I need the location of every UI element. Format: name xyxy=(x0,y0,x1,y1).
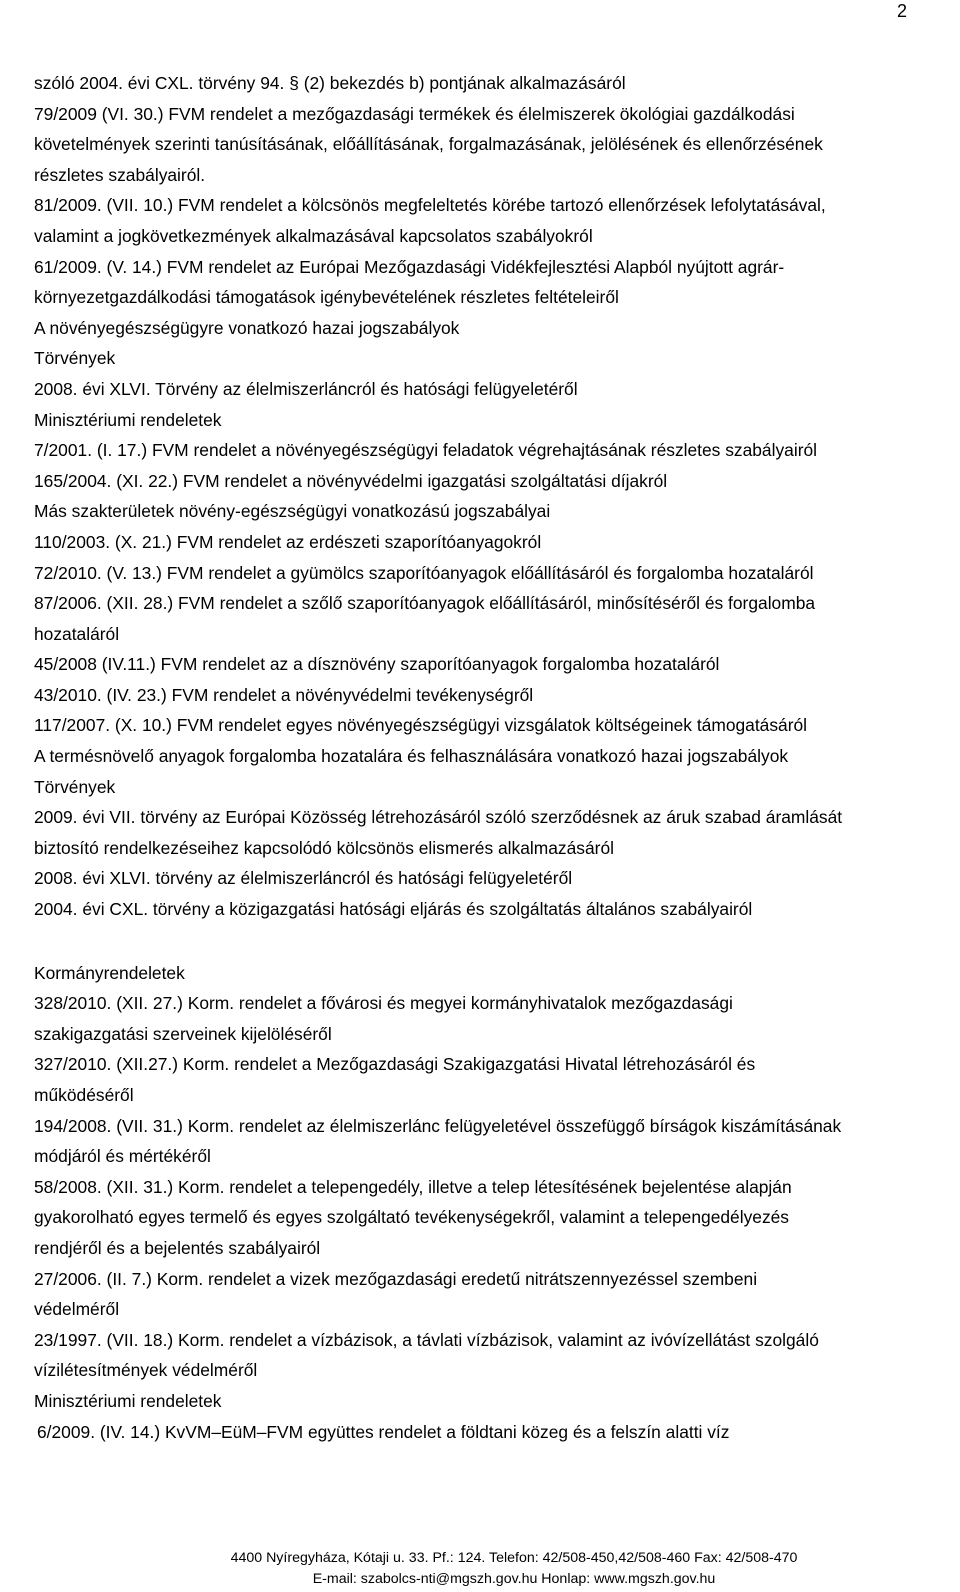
text-line: Törvények xyxy=(34,776,116,797)
text-line: 23/1997. (VII. 18.) Korm. rendelet a vízbázisok, a távlati vízbázisok, valamint az ivóvízellátást szolgáló xyxy=(34,1329,819,1350)
text-line: Kormányrendeletek xyxy=(34,962,185,983)
text-line: 43/2010. (IV. 23.) FVM rendelet a növényvédelmi tevékenységről xyxy=(34,684,534,705)
text-line: Minisztériumi rendeletek xyxy=(34,1390,222,1411)
text-line: 117/2007. (X. 10.) FVM rendelet egyes növényegészségügyi vizsgálatok költségeinek támogatásáról xyxy=(34,715,808,736)
text-line: védelméről xyxy=(34,1299,120,1320)
page-footer xyxy=(0,1548,960,1590)
footer-contact: E-mail: szabolcs-nti@mgszh.gov.hu Honlap: www.mgszh.gov.hu xyxy=(312,1571,716,1587)
text-line: 72/2010. (V. 13.) FVM rendelet a gyümölcs szaporítóanyagok előállításáról és forgalomba hozataláról xyxy=(34,562,814,583)
page-number: 2 xyxy=(897,1,908,21)
text-line: 6/2009. (IV. 14.) KvVM–EüM–FVM együttes rendelet a földtani közeg és a felszín alatti víz xyxy=(37,1421,730,1442)
text-line: részletes szabályairól. xyxy=(34,164,206,185)
text-line: 7/2001. (I. 17.) FVM rendelet a növényegészségügyi feladatok végrehajtásának részletes szabályairól xyxy=(34,440,818,461)
legislation-list xyxy=(34,68,952,925)
text-line: 45/2008 (IV.11.) FVM rendelet az a dísznövény szaporítóanyagok forgalomba hozataláról xyxy=(34,654,720,675)
text-line: szóló 2004. évi CXL. törvény 94. § (2) bekezdés b) pontjának alkalmazásáról xyxy=(34,73,626,93)
text-line: biztosító rendelkezéseihez kapcsolódó kölcsönös elismerés alkalmazásáról xyxy=(34,837,614,858)
text-line: 81/2009. (VII. 10.) FVM rendelet a kölcsönös megfeleltetés körébe tartozó ellenőrzések lefolytatásával, xyxy=(34,195,826,216)
document-body xyxy=(34,68,952,1447)
text-line: rendjéről és a bejelentés szabályairól xyxy=(34,1237,321,1258)
text-line: 79/2009 (VI. 30.) FVM rendelet a mezőgazdasági termékek és élelmiszerek ökológiai gazdálkodási xyxy=(34,103,795,124)
text-line: szakigazgatási szerveinek kijelöléséről xyxy=(34,1023,332,1044)
text-line: működéséről xyxy=(34,1085,134,1105)
text-line: 165/2004. (XI. 22.) FVM rendelet a növényvédelmi igazgatási szolgáltatási díjakról xyxy=(34,470,668,491)
text-line: vízilétesítmények védelméről xyxy=(34,1360,258,1381)
text-line: 2008. évi XLVI. Törvény az élelmiszerláncról és hatósági felügyeletéről xyxy=(34,378,578,399)
text-line: 110/2003. (X. 21.) FVM rendelet az erdészeti szaporítóanyagokról xyxy=(34,531,542,552)
text-line: Minisztériumi rendeletek xyxy=(34,409,222,430)
section-spacer xyxy=(34,925,952,958)
text-line: módjáról és mértékéről xyxy=(34,1146,211,1167)
text-line: A növényegészségügyre vonatkozó hazai jogszabályok xyxy=(34,317,460,338)
text-line: 328/2010. (XII. 27.) Korm. rendelet a fővárosi és megyei kormányhivatalok mezőgazdasági xyxy=(34,993,733,1014)
footer-address: 4400 Nyíregyháza, Kótaji u. 33. Pf.: 124. Telefon: 42/508-450,42/508-460 Fax: 42/508-470 xyxy=(230,1550,798,1566)
text-line: 87/2006. (XII. 28.) FVM rendelet a szőlő szaporítóanyagok előállításáról, minősítéséről és forgalomba xyxy=(34,593,816,614)
text-line: Törvények xyxy=(34,348,116,369)
text-line: 327/2010. (XII.27.) Korm. rendelet a Mezőgazdasági Szakigazgatási Hivatal létrehozásáról és xyxy=(34,1054,756,1075)
text-line: hozataláról xyxy=(34,623,120,644)
text-line: 2009. évi VII. törvény az Európai Közösség létrehozásáról szóló szerződésnek az áruk szabad áramlását xyxy=(34,807,843,828)
text-line: 58/2008. (XII. 31.) Korm. rendelet a telepengedély, illetve a telep létesítésének bejelentése alapján xyxy=(34,1176,792,1197)
text-line: A termésnövelő anyagok forgalomba hozatalára és felhasználására vonatkozó hazai jogszabályok xyxy=(34,746,789,767)
government-decrees-list xyxy=(34,958,952,1448)
text-line: Más szakterületek növény-egészségügyi vonatkozású jogszabályai xyxy=(34,501,551,522)
text-line: 2004. évi CXL. törvény a közigazgatási hatósági eljárás és szolgáltatás általános szabályairól xyxy=(34,899,753,920)
text-line: valamint a jogkövetkezmények alkalmazásával kapcsolatos szabályokról xyxy=(34,225,593,246)
text-line: 61/2009. (V. 14.) FVM rendelet az Európai Mezőgazdasági Vidékfejlesztési Alapból nyújtott agrár- xyxy=(34,256,785,277)
text-line: követelmények szerinti tanúsításának, előállításának, forgalmazásának, jelölésének és ellenőrzésének xyxy=(34,134,823,155)
text-line: 27/2006. (II. 7.) Korm. rendelet a vizek mezőgazdasági eredetű nitrátszennyezéssel szembeni xyxy=(34,1268,758,1289)
text-line: gyakorolható egyes termelő és egyes szolgáltató tevékenységekről, valamint a telepengedélyezés xyxy=(34,1207,790,1228)
text-line: 2008. évi XLVI. törvény az élelmiszerláncról és hatósági felügyeletéről xyxy=(34,868,573,889)
text-line: 194/2008. (VII. 31.) Korm. rendelet az élelmiszerlánc felügyeletével összefüggő bírságok kiszámításának xyxy=(34,1115,842,1136)
text-line: környezetgazdálkodási támogatások igénybevételének részletes feltételeiről xyxy=(34,287,619,308)
